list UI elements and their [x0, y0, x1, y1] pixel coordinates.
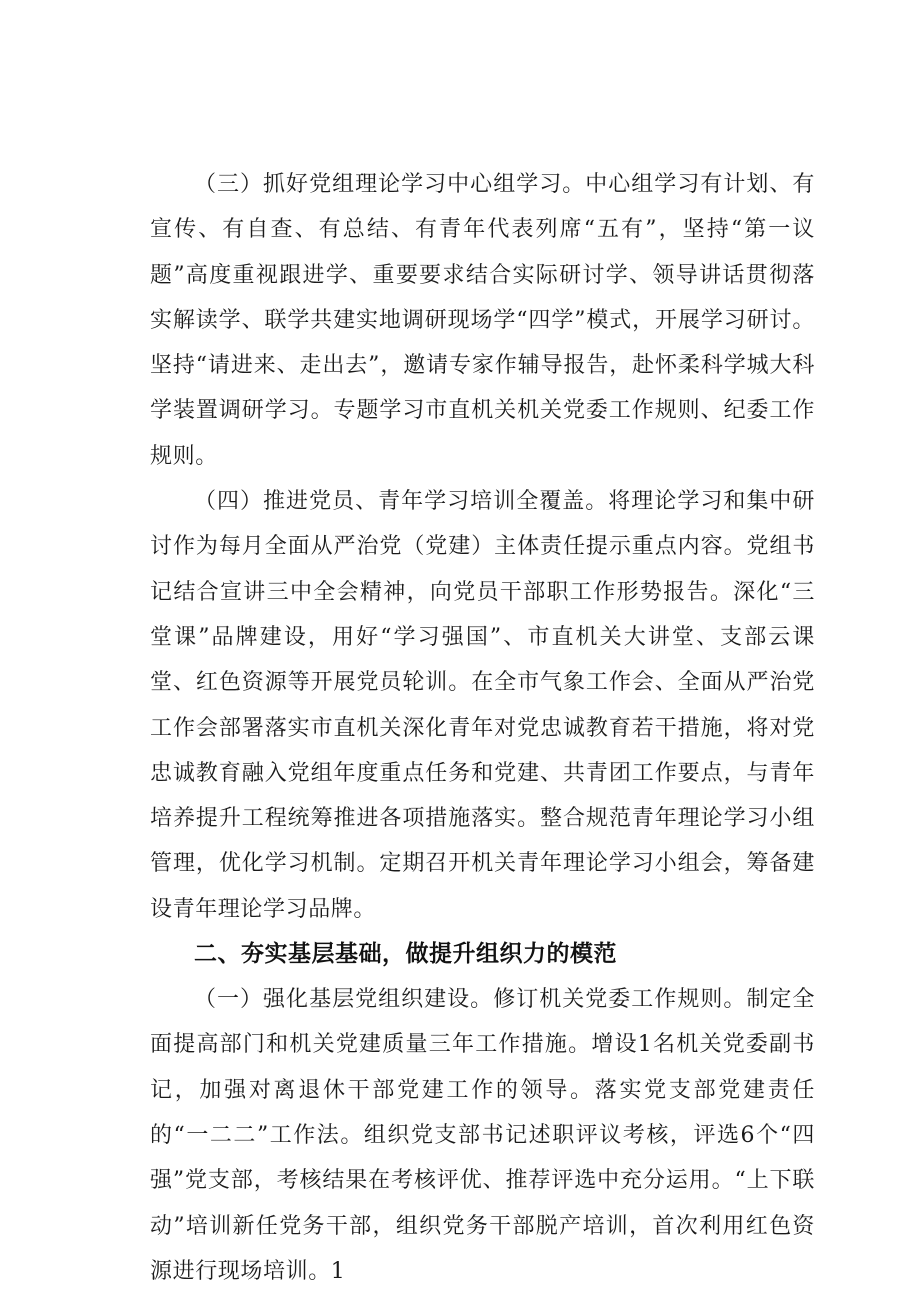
paragraph-grassroots-building: （一）强化基层党组织建设。修订机关党委工作规则。制定全面提高部门和机关党建质量三年工作措施。增设1名机关党委副书记，加强对离退休干部党建工作的领导。落实党支部党建责任的“一二二”工作法。组织党支部书记述职评议考核，评选6个“四强”党支部，考核结果在考核评优、推荐评选中充分运用。“上下联动”培训新任党务干部，组织党务干部脱产培训，首次利用红色资源进行现场培训。1 — [150, 987, 815, 1284]
paragraph-youth-training: （四）推进党员、青年学习培训全覆盖。将理论学习和集中研讨作为每月全面从严治党（党建）主体责任提示重点内容。党组书记结合宣讲三中全会精神，向党员干部职工作形势报告。深化“三堂课”品牌建设，用好“学习强国”、市直机关大讲堂、支部云课堂、红色资源等开展党员轮训。在全市气象工作会、全面从严治党工作会部署落实市直机关深化青年对党忠诚教育若干措施，将对党忠诚教育融入党组年度重点任务和党建、共青团工作要点，与青年培养提升工程统筹推进各项措施落实。整合规范青年理论学习小组管理，优化学习机制。定期召开机关青年理论学习小组会，筹备建设青年理论学习品牌。 — [150, 489, 815, 922]
document-body — [150, 162, 815, 1294]
paragraph-study-center-group: （三）抓好党组理论学习中心组学习。中心组学习有计划、有宣传、有自查、有总结、有青年代表列席“五有”，坚持“第一议题”高度重视跟进学、重要要求结合实际研讨学、领导讲话贯彻落实解读学、联学共建实地调研现场学“四学”模式，开展学习研讨。坚持“请进来、走出去”，邀请专家作辅导报告，赴怀柔科学城大科学装置调研学习。专题学习市直机关机关党委工作规则、纪委工作规则。 — [150, 172, 815, 469]
section-heading: 二、夯实基层基础，做提升组织力的模范 — [194, 941, 617, 968]
